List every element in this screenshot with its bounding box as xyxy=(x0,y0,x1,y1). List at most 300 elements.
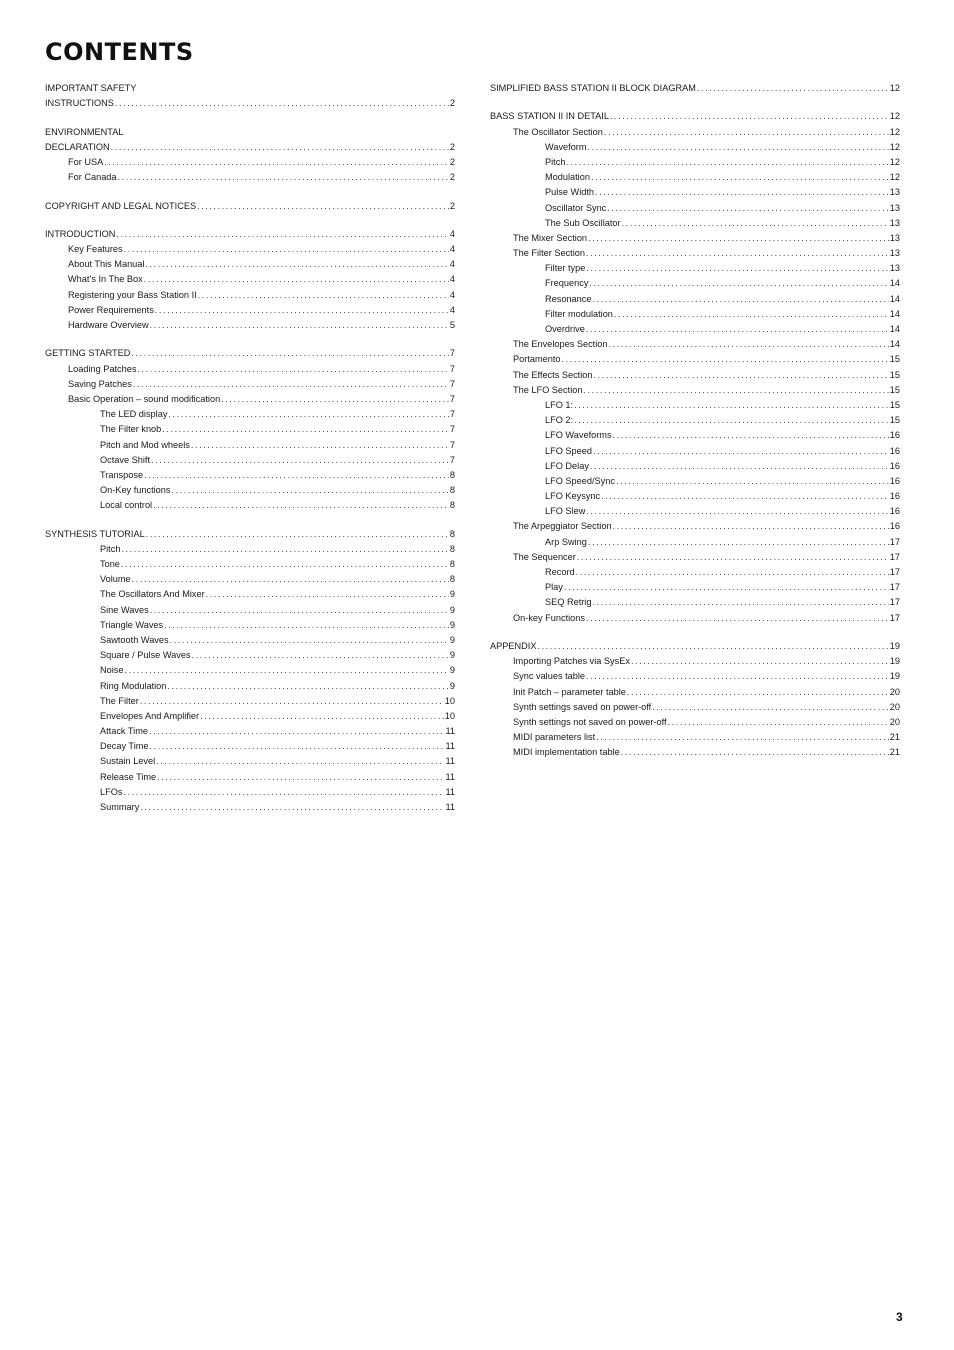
toc-entry[interactable] xyxy=(490,745,900,760)
dot-leader xyxy=(586,322,889,337)
toc-entry-label: Record xyxy=(545,567,575,577)
toc-entry-label: The Arpeggiator Section xyxy=(513,521,612,532)
toc-entry-label: SYNTHESIS TUTORIAL xyxy=(45,528,145,539)
toc-entry-page: 8 xyxy=(449,574,455,585)
toc-entry[interactable] xyxy=(490,474,900,489)
toc-entry-page: 13 xyxy=(889,187,900,198)
toc-entry-page: 9 xyxy=(449,650,455,661)
dot-leader xyxy=(652,700,889,715)
dot-leader xyxy=(151,453,449,468)
toc-entry[interactable] xyxy=(45,125,455,140)
toc-entry[interactable] xyxy=(490,231,900,246)
dot-leader xyxy=(616,474,889,489)
toc-entry[interactable] xyxy=(490,155,900,170)
toc-entry-page: 11 xyxy=(445,802,455,812)
toc-entry[interactable] xyxy=(45,362,455,377)
toc-entry-page: 16 xyxy=(889,430,900,441)
dot-leader xyxy=(595,185,889,200)
toc-entry[interactable] xyxy=(45,572,455,587)
dot-leader xyxy=(150,739,445,754)
dot-leader xyxy=(118,170,449,185)
dot-leader xyxy=(586,504,888,519)
dot-leader xyxy=(631,654,889,669)
dot-leader xyxy=(592,292,888,307)
dot-leader xyxy=(586,246,889,261)
toc-entry-label: On-Key functions xyxy=(100,485,171,496)
toc-entry[interactable] xyxy=(490,595,900,610)
toc-entry-page: 9 xyxy=(449,634,455,645)
dot-leader xyxy=(133,377,449,392)
toc-entry[interactable] xyxy=(45,288,455,303)
dot-leader xyxy=(613,519,889,534)
toc-entry-label: Frequency xyxy=(545,278,589,289)
toc-entry-page: 16 xyxy=(889,506,900,517)
toc-entry-label: The Oscillators And Mixer xyxy=(100,589,205,600)
toc-entry[interactable] xyxy=(45,694,455,709)
toc-entry-label: The Envelopes Section xyxy=(513,339,608,350)
toc-entry[interactable] xyxy=(45,527,455,542)
toc-entry[interactable] xyxy=(45,498,455,513)
toc-entry[interactable] xyxy=(490,565,900,580)
toc-entry-page: 11 xyxy=(445,771,455,782)
toc-entry-label: What’s In The Box xyxy=(68,274,143,285)
toc-entry[interactable] xyxy=(490,428,900,443)
dot-leader xyxy=(125,663,449,678)
toc-entry-label: INSTRUCTIONS xyxy=(45,98,114,109)
toc-entry-page: 8 xyxy=(449,528,455,539)
dot-leader xyxy=(586,261,888,276)
toc-entry-page: 9 xyxy=(449,680,455,691)
toc-entry-label: LFOs xyxy=(100,786,123,797)
toc-entry-label: The Filter knob xyxy=(100,424,162,435)
toc-entry[interactable] xyxy=(45,754,455,769)
toc-entry-page: 8 xyxy=(449,500,455,511)
toc-entry-page: 2 xyxy=(449,172,455,183)
dot-leader xyxy=(198,288,449,303)
toc-entry-page: 10 xyxy=(444,710,455,721)
toc-entry-label: Resonance xyxy=(545,293,592,304)
toc-entry-page: 8 xyxy=(449,559,455,569)
toc-entry-label: Hardware Overview xyxy=(68,320,149,330)
toc-entry-label: Waveform xyxy=(545,141,587,152)
toc-entry[interactable] xyxy=(490,368,900,383)
dot-leader xyxy=(601,489,889,504)
toc-entry-label: For Canada xyxy=(68,172,117,183)
toc-entry[interactable] xyxy=(45,303,455,318)
toc-entry-label: Release Time xyxy=(100,771,157,782)
toc-entry[interactable] xyxy=(490,307,900,322)
toc-entry-page: 14 xyxy=(889,278,900,289)
dot-leader xyxy=(200,709,444,724)
toc-entry[interactable] xyxy=(490,685,900,700)
toc-entry[interactable] xyxy=(490,383,900,398)
toc-entry[interactable] xyxy=(45,377,455,392)
toc-entry-label: Filter type xyxy=(545,263,586,274)
toc-entry[interactable] xyxy=(490,352,900,367)
toc-entry-label: Decay Time xyxy=(100,741,149,752)
toc-entry[interactable] xyxy=(45,770,455,785)
dot-leader xyxy=(144,468,449,483)
toc-entry-page: 8 xyxy=(449,469,455,480)
dot-leader xyxy=(588,231,889,246)
toc-entry-label: The Filter xyxy=(100,695,139,706)
toc-entry[interactable] xyxy=(490,398,900,413)
toc-entry-label: MIDI parameters list xyxy=(513,732,596,743)
toc-entry[interactable] xyxy=(490,639,900,654)
dot-leader xyxy=(144,272,449,287)
toc-entry[interactable] xyxy=(45,170,455,185)
toc-entry-page: 17 xyxy=(889,582,900,593)
toc-entry[interactable] xyxy=(490,216,900,231)
toc-entry[interactable] xyxy=(45,346,455,361)
toc-entry[interactable] xyxy=(45,81,455,96)
toc-entry-label: Power Requirements xyxy=(68,304,154,315)
toc-entry-page: 2 xyxy=(449,141,455,152)
toc-entry[interactable] xyxy=(490,276,900,291)
toc-entry-label: Envelopes And Amplifier xyxy=(100,710,200,721)
dot-leader xyxy=(111,140,449,155)
toc-entry[interactable] xyxy=(490,550,900,565)
toc-entry[interactable] xyxy=(45,542,455,557)
toc-entry[interactable] xyxy=(45,618,455,633)
dot-leader xyxy=(586,669,889,684)
toc-entry-page: 19 xyxy=(889,656,900,667)
toc-entry[interactable] xyxy=(490,292,900,307)
toc-entry-label: The LED display xyxy=(100,409,168,420)
toc-entry[interactable] xyxy=(45,140,455,155)
dot-leader xyxy=(604,125,889,140)
toc-entry-label: MIDI implementation table xyxy=(513,747,620,758)
toc-entry[interactable] xyxy=(45,272,455,287)
toc-entry[interactable] xyxy=(490,459,900,474)
dot-leader xyxy=(574,398,889,413)
toc-entry-page: 10 xyxy=(444,695,455,706)
dot-leader xyxy=(594,368,889,383)
toc-entry-page: 5 xyxy=(449,320,455,330)
toc-entry-label: Key Features xyxy=(68,244,123,255)
toc-entry-page: 16 xyxy=(889,491,900,502)
dot-leader xyxy=(132,572,449,587)
toc-entry-label: IMPORTANT SAFETY xyxy=(45,83,137,93)
dot-leader xyxy=(537,639,888,654)
toc-entry[interactable] xyxy=(490,261,900,276)
toc-entry[interactable] xyxy=(490,81,900,96)
dot-leader xyxy=(150,318,449,333)
toc-entry-page: 12 xyxy=(889,126,900,137)
toc-entry-label: LFO Speed/Sync xyxy=(545,475,615,486)
toc-entry-page: 7 xyxy=(449,348,455,359)
dot-leader xyxy=(588,140,889,155)
dot-leader xyxy=(116,227,448,242)
toc-entry-label: The Oscillator Section xyxy=(513,126,603,137)
toc-entry-page: 7 xyxy=(449,409,455,420)
toc-entry[interactable] xyxy=(45,483,455,498)
toc-entry-page: 17 xyxy=(889,536,900,547)
toc-right-column xyxy=(490,81,900,760)
toc-entry-label: Play xyxy=(545,582,563,593)
toc-entry-label: GETTING STARTED xyxy=(45,348,131,359)
toc-entry-label: Pitch and Mod wheels xyxy=(100,439,190,450)
toc-entry-page: 17 xyxy=(889,597,900,608)
toc-entry-label: Registering your Bass Station II xyxy=(68,289,197,300)
toc-entry[interactable] xyxy=(490,504,900,519)
toc-entry-label: Modulation xyxy=(545,172,590,183)
toc-entry-page: 17 xyxy=(889,567,900,577)
toc-entry[interactable] xyxy=(490,580,900,595)
toc-entry-label: BASS STATION II IN DETAIL xyxy=(490,111,609,122)
dot-leader xyxy=(622,216,889,231)
toc-entry[interactable] xyxy=(45,199,455,214)
dot-leader xyxy=(124,242,449,257)
toc-entry-page: 16 xyxy=(889,460,900,471)
dot-leader xyxy=(140,694,444,709)
toc-entry-label: Saving Patches xyxy=(68,378,132,389)
dot-leader xyxy=(614,307,889,322)
toc-entry[interactable] xyxy=(45,663,455,678)
toc-entry[interactable] xyxy=(45,724,455,739)
toc-entry-label: LFO Keysync xyxy=(545,491,601,502)
toc-entry-label: Loading Patches xyxy=(68,363,137,374)
dot-leader xyxy=(566,155,888,170)
toc-entry[interactable] xyxy=(45,587,455,602)
toc-entry-page: 15 xyxy=(889,354,900,365)
toc-entry-page: 7 xyxy=(449,424,455,435)
toc-entry-label: Volume xyxy=(100,574,131,585)
dot-leader xyxy=(131,346,448,361)
dot-leader xyxy=(613,428,889,443)
toc-entry-page: 11 xyxy=(445,726,455,737)
dot-leader xyxy=(155,303,449,318)
toc-entry[interactable] xyxy=(45,709,455,724)
toc-entry-page: 2 xyxy=(449,200,455,211)
toc-entry-label: DECLARATION xyxy=(45,141,110,152)
toc-entry-page: 9 xyxy=(449,589,455,600)
toc-entry-page: 9 xyxy=(449,604,455,615)
toc-entry[interactable] xyxy=(45,438,455,453)
toc-entry-label: Overdrive xyxy=(545,324,585,334)
dot-leader xyxy=(564,580,889,595)
dot-leader xyxy=(145,257,448,272)
toc-entry[interactable] xyxy=(490,700,900,715)
toc-entry-page: 14 xyxy=(889,324,900,334)
toc-entry-label: Sync values table xyxy=(513,671,586,682)
toc-entry-page: 9 xyxy=(449,665,455,676)
dot-leader xyxy=(146,527,449,542)
toc-entry-page: 21 xyxy=(889,747,900,758)
toc-entry[interactable] xyxy=(490,654,900,669)
toc-entry[interactable] xyxy=(45,227,455,242)
page-number: 3 xyxy=(896,1310,903,1324)
toc-entry[interactable] xyxy=(490,170,900,185)
toc-entry[interactable] xyxy=(490,444,900,459)
toc-entry-page: 7 xyxy=(449,363,455,374)
dot-leader xyxy=(589,276,888,291)
toc-entry-page: 7 xyxy=(449,454,455,465)
toc-entry-label: Portamento xyxy=(513,354,561,365)
toc-entry-label: Synth settings not saved on power-off xyxy=(513,716,667,727)
toc-entry-page: 13 xyxy=(889,232,900,243)
dot-leader xyxy=(149,724,444,739)
toc-entry-page: 16 xyxy=(889,475,900,486)
toc-entry-label: Importing Patches via SysEx xyxy=(513,656,630,667)
toc-entry-label: On-key Functions xyxy=(513,612,585,623)
toc-entry-label: APPENDIX xyxy=(490,640,537,651)
toc-entry[interactable] xyxy=(490,715,900,730)
toc-entry-label: Attack Time xyxy=(100,726,148,737)
toc-entry-label: Pulse Width xyxy=(545,187,595,198)
toc-entry-label: COPYRIGHT AND LEGAL NOTICES xyxy=(45,200,197,211)
toc-entry[interactable] xyxy=(45,155,455,170)
toc-entry-page: 4 xyxy=(449,228,455,239)
toc-entry-label: ENVIRONMENTAL xyxy=(45,126,124,137)
toc-left-column xyxy=(45,81,455,815)
toc-entry-page: 11 xyxy=(445,786,455,797)
toc-entry-page: 7 xyxy=(449,439,455,450)
toc-entry[interactable] xyxy=(490,489,900,504)
toc-entry-page: 12 xyxy=(889,111,900,122)
toc-entry-page: 17 xyxy=(889,612,900,623)
toc-entry-label: Local control xyxy=(100,500,153,511)
toc-entry[interactable] xyxy=(490,246,900,261)
dot-leader xyxy=(206,587,449,602)
toc-entry-label: The Effects Section xyxy=(513,369,593,380)
toc-entry-page: 14 xyxy=(889,339,900,350)
toc-entry[interactable] xyxy=(45,739,455,754)
toc-entry[interactable] xyxy=(45,257,455,272)
dot-leader xyxy=(153,498,449,513)
toc-entry-page: 12 xyxy=(889,141,900,152)
dot-leader xyxy=(621,745,889,760)
dot-leader xyxy=(583,383,888,398)
toc-entry-label: The Sequencer xyxy=(513,551,576,562)
dot-leader xyxy=(627,685,889,700)
toc-entry-label: Summary xyxy=(100,802,140,812)
toc-entry[interactable] xyxy=(490,669,900,684)
toc-entry-label: LFO Speed xyxy=(545,445,592,456)
toc-entry-page: 15 xyxy=(889,399,900,410)
toc-entry[interactable] xyxy=(490,730,900,745)
toc-entry-label: Sawtooth Waves xyxy=(100,634,169,645)
toc-entry-label: Oscillator Sync xyxy=(545,202,607,213)
dot-leader xyxy=(121,557,449,572)
dot-leader xyxy=(123,785,444,800)
toc-entry-page: 15 xyxy=(889,384,900,395)
toc-entry-page: 13 xyxy=(889,202,900,213)
toc-entry-page: 12 xyxy=(889,156,900,167)
dot-leader xyxy=(562,352,889,367)
toc-entry[interactable] xyxy=(45,679,455,694)
toc-entry[interactable] xyxy=(490,413,900,428)
dot-leader xyxy=(157,770,444,785)
toc-entry-label: Arp Swing xyxy=(545,536,587,547)
toc-entry[interactable] xyxy=(45,603,455,618)
dot-leader xyxy=(191,438,449,453)
toc-entry[interactable] xyxy=(45,557,455,572)
toc-entry[interactable] xyxy=(45,392,455,407)
toc-entry-label: Tone xyxy=(100,559,120,569)
toc-entry-label: SEQ Retrig xyxy=(545,597,592,608)
toc-entry[interactable] xyxy=(45,648,455,663)
dot-leader xyxy=(591,170,889,185)
dot-leader xyxy=(140,800,444,815)
toc-entry[interactable] xyxy=(490,125,900,140)
toc-entry-page: 14 xyxy=(889,308,900,319)
toc-entry[interactable] xyxy=(45,468,455,483)
toc-entry-page: 7 xyxy=(449,378,455,389)
toc-entry[interactable] xyxy=(490,201,900,216)
toc-entry-page: 4 xyxy=(449,289,455,300)
dot-leader xyxy=(104,155,449,170)
toc-entry-label: LFO Slew xyxy=(545,506,586,517)
toc-entry-label: Ring Modulation xyxy=(100,680,167,691)
dot-leader xyxy=(192,648,449,663)
toc-entry-label: Init Patch – parameter table xyxy=(513,686,626,697)
dot-leader xyxy=(115,96,449,111)
toc-entry-page: 4 xyxy=(449,259,455,270)
toc-entry[interactable] xyxy=(490,337,900,352)
dot-leader xyxy=(171,483,448,498)
toc-entry-label: Pitch xyxy=(545,156,566,167)
toc-entry-label: Pitch xyxy=(100,543,121,554)
toc-entry-page: 13 xyxy=(889,248,900,259)
toc-entry-page: 13 xyxy=(889,217,900,228)
toc-entry-label: Square / Pulse Waves xyxy=(100,650,191,661)
toc-entry-page: 2 xyxy=(449,156,455,167)
dot-leader xyxy=(586,611,889,626)
page-title: CONTENTS xyxy=(45,38,194,66)
toc-entry[interactable] xyxy=(45,407,455,422)
dot-leader xyxy=(593,444,889,459)
toc-entry-page: 12 xyxy=(889,172,900,183)
dot-leader xyxy=(576,565,889,580)
dot-leader xyxy=(168,407,448,422)
toc-entry-page: 15 xyxy=(889,369,900,380)
toc-entry-page: 16 xyxy=(889,445,900,456)
toc-entry[interactable] xyxy=(490,535,900,550)
toc-entry[interactable] xyxy=(45,318,455,333)
toc-entry[interactable] xyxy=(45,800,455,815)
toc-entry[interactable] xyxy=(45,242,455,257)
dot-leader xyxy=(590,459,889,474)
dot-leader xyxy=(170,633,449,648)
toc-entry[interactable] xyxy=(490,109,900,124)
toc-entry[interactable] xyxy=(45,453,455,468)
toc-entry[interactable] xyxy=(45,633,455,648)
toc-entry-label: The Filter Section xyxy=(513,248,585,259)
toc-entry-label: About This Manual xyxy=(68,259,145,270)
dot-leader xyxy=(592,595,888,610)
dot-leader xyxy=(697,81,889,96)
dot-leader xyxy=(137,362,448,377)
toc-entry-page: 20 xyxy=(889,716,900,727)
toc-entry[interactable] xyxy=(45,96,455,111)
dot-leader xyxy=(162,422,449,437)
toc-entry[interactable] xyxy=(490,140,900,155)
toc-entry[interactable] xyxy=(490,185,900,200)
toc-entry-label: Triangle Waves xyxy=(100,619,164,630)
toc-entry-page: 19 xyxy=(889,671,900,682)
dot-leader xyxy=(197,199,449,214)
toc-entry[interactable] xyxy=(45,785,455,800)
toc-entry-label: SIMPLIFIED BASS STATION II BLOCK DIAGRAM xyxy=(490,83,696,93)
toc-entry[interactable] xyxy=(490,519,900,534)
toc-entry[interactable] xyxy=(45,422,455,437)
toc-entry-label: Octave Shift xyxy=(100,454,151,465)
toc-entry[interactable] xyxy=(490,322,900,337)
toc-entry-label: Sine Waves xyxy=(100,604,149,615)
dot-leader xyxy=(610,109,889,124)
toc-entry[interactable] xyxy=(490,611,900,626)
